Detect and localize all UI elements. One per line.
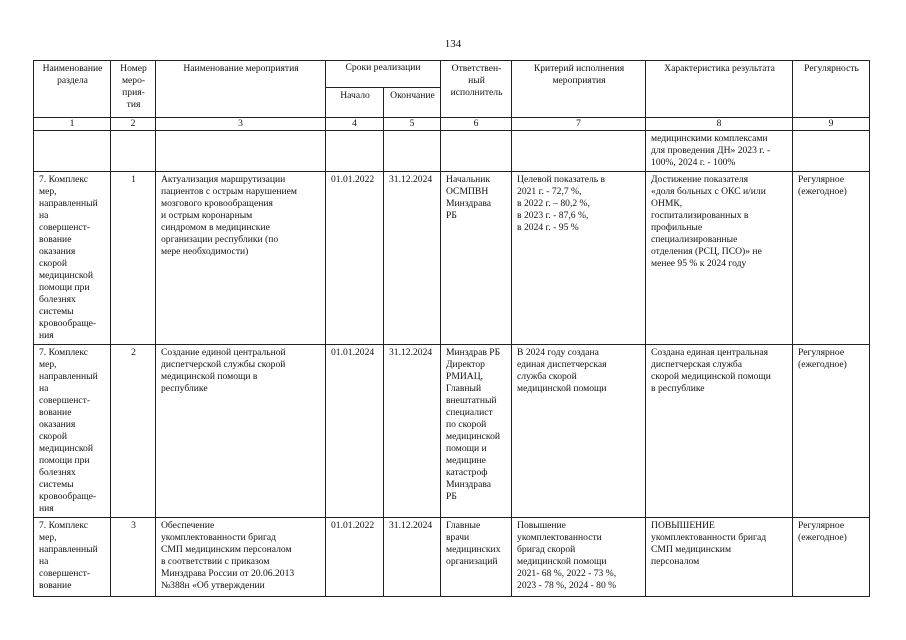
- column-number: 9: [793, 118, 870, 131]
- header-deadlines: Сроки реализации: [326, 61, 441, 88]
- column-number: 5: [384, 118, 441, 131]
- header-regularity: Регулярность: [793, 61, 870, 118]
- row-section: 7. Комплекс мер, направленный на совершенст- вование оказания скорой медицинской помощи при болезнях системы кровообраще- ния: [34, 172, 111, 345]
- column-number: 8: [646, 118, 793, 131]
- table-row: [34, 518, 870, 597]
- row-end-date: 31.12.2024: [384, 518, 441, 597]
- row-result: Создана единая центральная диспетчерская служба скорой медицинской помощи в республике: [646, 345, 793, 518]
- row-start-date: 01.01.2022: [326, 518, 384, 597]
- row-result: Достижение показателя «доля больных с ОКС и/или ОНМК, госпитализированных в профильные специализированные отделения (РСЦ, ПСО)» не менее 95 % к 2024 году: [646, 172, 793, 345]
- header-result: Характеристика результата: [646, 61, 793, 118]
- header-measure-name: Наименование мероприятия: [156, 61, 326, 118]
- measures-table: [33, 60, 870, 597]
- row-criterion: Целевой показатель в 2021 г. - 72,7 %, в 2022 г. – 80,2 %, в 2023 г. - 87,6 %, в 2024 г. - 95 %: [512, 172, 646, 345]
- page-number: 134: [444, 38, 462, 50]
- column-number: 2: [111, 118, 156, 131]
- column-number: 4: [326, 118, 384, 131]
- row-regularity: Регулярное (ежегодное): [793, 518, 870, 597]
- header-row-top: [34, 61, 870, 88]
- row-section: 7. Комплекс мер, направленный на совершенст- вование оказания скорой медицинской помощи при болезнях системы кровообраще- ния: [34, 345, 111, 518]
- column-number: 6: [441, 118, 512, 131]
- row-responsible: Начальник ОСМПВН Минздрава РБ: [441, 172, 512, 345]
- row-regularity: Регулярное (ежегодное): [793, 345, 870, 518]
- continuation-result: медицинскими комплексами для проведения ДН» 2023 г. - 100%, 2024 г. - 100%: [646, 131, 793, 172]
- header-responsible: Ответствен- ный исполнитель: [441, 61, 512, 118]
- row-number: 1: [111, 172, 156, 345]
- header-measure-number: Номер меро- прия- тия: [111, 61, 156, 118]
- row-regularity: Регулярное (ежегодное): [793, 172, 870, 345]
- row-responsible: Минздрав РБ Директор РМИАЦ, Главный внештатный специалист по скорой медицинской помощи и медицине катастроф Минздрава РБ: [441, 345, 512, 518]
- column-numbers-row: [34, 118, 870, 131]
- row-measure-name: Актуализация маршрутизации пациентов с острым нарушением мозгового кровообращения и острым коронарным синдромом в медицинские организации республики (по мере необходимости): [156, 172, 326, 345]
- column-number: 1: [34, 118, 111, 131]
- row-responsible: Главные врачи медицинских организаций: [441, 518, 512, 597]
- header-end: Окончание: [384, 87, 441, 117]
- row-start-date: 01.01.2024: [326, 345, 384, 518]
- row-section: 7. Комплекс мер, направленный на совершенст- вование: [34, 518, 111, 597]
- table-row: [34, 172, 870, 345]
- row-number: 3: [111, 518, 156, 597]
- header-criterion: Критерий исполнения мероприятия: [512, 61, 646, 118]
- column-number: 3: [156, 118, 326, 131]
- row-criterion: Повышение укомплектованности бригад скорой медицинской помощи 2021- 68 %, 2022 - 73 %, 2023 - 78 %, 2024 - 80 %: [512, 518, 646, 597]
- row-end-date: 31.12.2024: [384, 172, 441, 345]
- row-measure-name: Создание единой центральной диспетчерской службы скорой медицинской помощи в республике: [156, 345, 326, 518]
- header-section: Наименование раздела: [34, 61, 111, 118]
- continuation-row: [34, 131, 870, 172]
- header-start: Начало: [326, 87, 384, 117]
- column-number: 7: [512, 118, 646, 131]
- row-end-date: 31.12.2024: [384, 345, 441, 518]
- row-measure-name: Обеспечение укомплектованности бригад СМП медицинским персоналом в соответствии с приказом Минздрава России от 20.06.2013 №388н «Об утверждении: [156, 518, 326, 597]
- row-start-date: 01.01.2022: [326, 172, 384, 345]
- row-result: ПОВЫШЕНИЕ укомплектованности бригад СМП медицинским персоналом: [646, 518, 793, 597]
- row-criterion: В 2024 году создана единая диспетчерская служба скорой медицинской помощи: [512, 345, 646, 518]
- row-number: 2: [111, 345, 156, 518]
- table-row: [34, 345, 870, 518]
